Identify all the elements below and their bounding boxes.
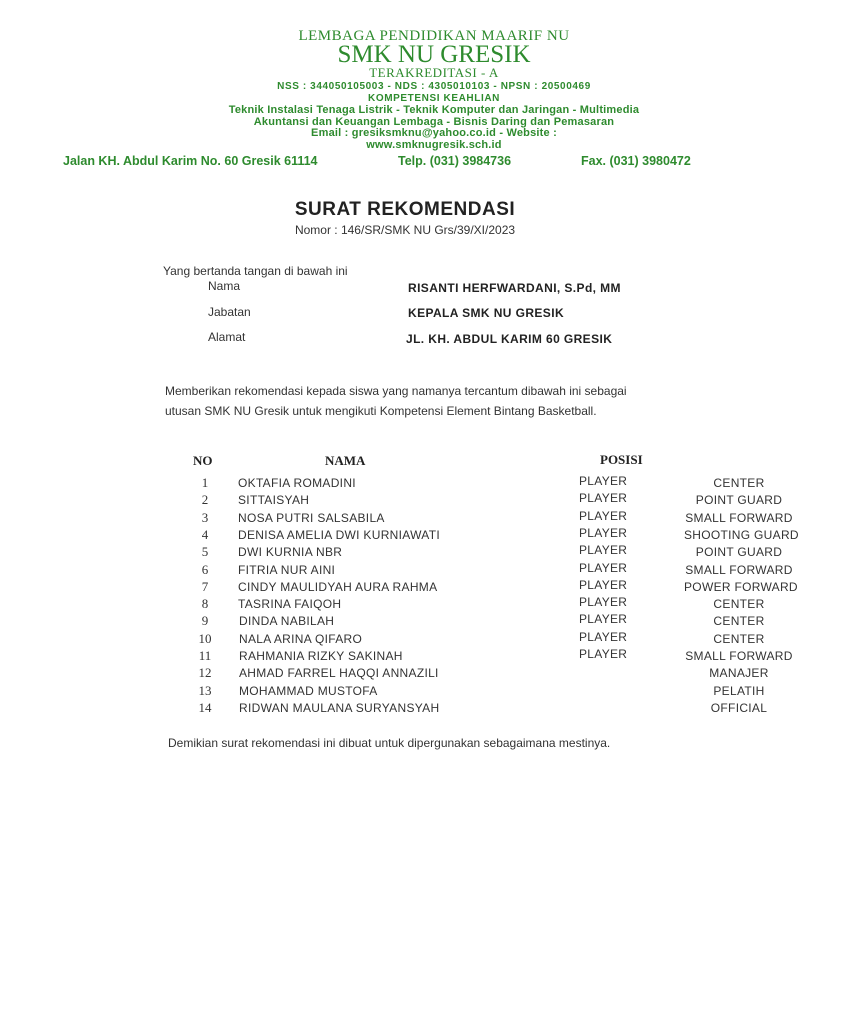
row-position: CENTER	[713, 614, 765, 629]
row-name: DWI KURNIA NBR	[238, 545, 343, 560]
row-position: CENTER	[713, 631, 765, 646]
competency-line-2: Akuntansi dan Keuangan Lembaga - Bisnis Daring dan Pemasaran	[253, 116, 615, 128]
row-name: FITRIA NUR AINI	[238, 562, 336, 577]
row-name: MOHAMMAD MUSTOFA	[239, 683, 378, 698]
row-name: DINDA NABILAH	[239, 614, 335, 629]
phone-number: Telp. (031) 3984736	[398, 154, 512, 168]
row-number: 11	[198, 648, 212, 663]
recommendation-paragraph: Memberikan rekomendasi kepada siswa yang namanya tercantum dibawah ini sebagai utusan SMK NU Gresik untuk mengikuti Kompetensi Element Bintang Basketball.	[165, 384, 627, 418]
row-position: MANAJER	[709, 666, 769, 681]
row-role: PLAYER	[579, 543, 628, 558]
foundation-name: LEMBAGA PENDIDIKAN MAARIF NU	[298, 28, 570, 44]
row-role: PLAYER	[579, 508, 628, 523]
row-position: POINT GUARD	[695, 493, 783, 508]
row-name: OKTAFIA ROMADINI	[238, 476, 356, 490]
row-position: SMALL FORWARD	[685, 562, 793, 577]
row-number: 12	[198, 665, 212, 681]
label-alamat: Alamat	[208, 330, 246, 344]
row-role: PLAYER	[579, 629, 628, 644]
letter-number: Nomor : 146/SR/SMK NU Grs/39/XI/2023	[294, 223, 516, 237]
row-position: CENTER	[713, 597, 765, 612]
website-link[interactable]: www.smknugresik.sch.id	[366, 139, 502, 151]
header-nama: NAMA	[325, 453, 366, 468]
row-number: 8	[201, 596, 209, 612]
value-jabatan: KEPALA SMK NU GRESIK	[408, 306, 565, 320]
row-position: POINT GUARD	[695, 545, 783, 560]
row-name: RIDWAN MAULANA SURYANSYAH	[239, 700, 440, 715]
row-role: PLAYER	[579, 491, 628, 506]
row-role: PLAYER	[579, 577, 628, 592]
row-name: NALA ARINA QIFARO	[239, 631, 363, 646]
row-position: SMALL FORWARD	[685, 649, 793, 663]
row-position: CENTER	[713, 476, 765, 490]
header-no: NO	[193, 453, 213, 468]
row-number: 14	[198, 699, 212, 715]
letter-title: SURAT REKOMENDASI	[294, 199, 516, 220]
row-name: CINDY MAULIDYAH AURA RAHMA	[238, 579, 438, 594]
closing-text: Demikian surat rekomendasi ini dibuat untuk dipergunakan sebagaimana mestinya.	[168, 736, 611, 750]
row-role: PLAYER	[579, 647, 628, 661]
fax-number: Fax. (031) 3980472	[581, 154, 691, 168]
row-number: 2	[201, 492, 209, 508]
street-address: Jalan KH. Abdul Karim No. 60 Gresik 61114	[63, 154, 318, 168]
row-number: 13	[198, 682, 212, 698]
row-number: 10	[198, 630, 212, 646]
row-name: RAHMANIA RIZKY SAKINAH	[239, 649, 403, 663]
row-position: SMALL FORWARD	[685, 510, 793, 525]
row-name: DENISA AMELIA DWI KURNIAWATI	[238, 527, 440, 542]
row-number: 5	[201, 544, 209, 560]
row-name: SITTAISYAH	[238, 493, 310, 508]
school-ids: NSS : 344050105003 - NDS : 4305010103 - NPSN : 20500469	[277, 81, 591, 92]
row-role: PLAYER	[579, 595, 628, 610]
row-position: SHOOTING GUARD	[684, 527, 799, 542]
row-number: 4	[201, 526, 209, 542]
accreditation: TERAKREDITASI - A	[369, 65, 499, 80]
value-alamat: JL. KH. ABDUL KARIM 60 GRESIK	[406, 332, 613, 346]
address-block	[63, 154, 703, 168]
row-role: PLAYER	[579, 612, 628, 627]
row-position: PELATIH	[713, 683, 765, 698]
row-position: POWER FORWARD	[684, 579, 798, 594]
row-name: TASRINA FAIQOH	[238, 597, 342, 612]
row-number: 9	[201, 613, 209, 629]
competency-heading: KOMPETENSI KEAHLIAN	[368, 93, 500, 104]
email-line: Email : gresiksmknu@yahoo.co.id - Website :	[311, 127, 557, 139]
header-posisi: POSISI	[600, 452, 643, 467]
label-jabatan: Jabatan	[208, 305, 251, 319]
row-number: 3	[201, 509, 209, 525]
intro-text: Yang bertanda tangan di bawah ini	[163, 264, 348, 278]
row-number: 1	[201, 475, 209, 490]
competency-line-1: Teknik Instalasi Tenaga Listrik - Teknik Komputer dan Jaringan - Multimedia	[228, 104, 640, 116]
row-number: 7	[201, 578, 209, 594]
school-name: SMK NU GRESIK	[337, 41, 531, 68]
row-name: NOSA PUTRI SALSABILA	[238, 510, 385, 525]
row-position: OFFICIAL	[710, 700, 768, 715]
row-role: PLAYER	[579, 474, 628, 488]
label-nama: Nama	[208, 279, 241, 293]
row-name: AHMAD FARREL HAQQI ANNAZILI	[239, 666, 439, 681]
row-role: PLAYER	[579, 560, 628, 575]
value-nama: RISANTI HERFWARDANI, S.Pd, MM	[408, 281, 621, 295]
row-number: 6	[201, 561, 209, 577]
row-role: PLAYER	[579, 525, 628, 540]
